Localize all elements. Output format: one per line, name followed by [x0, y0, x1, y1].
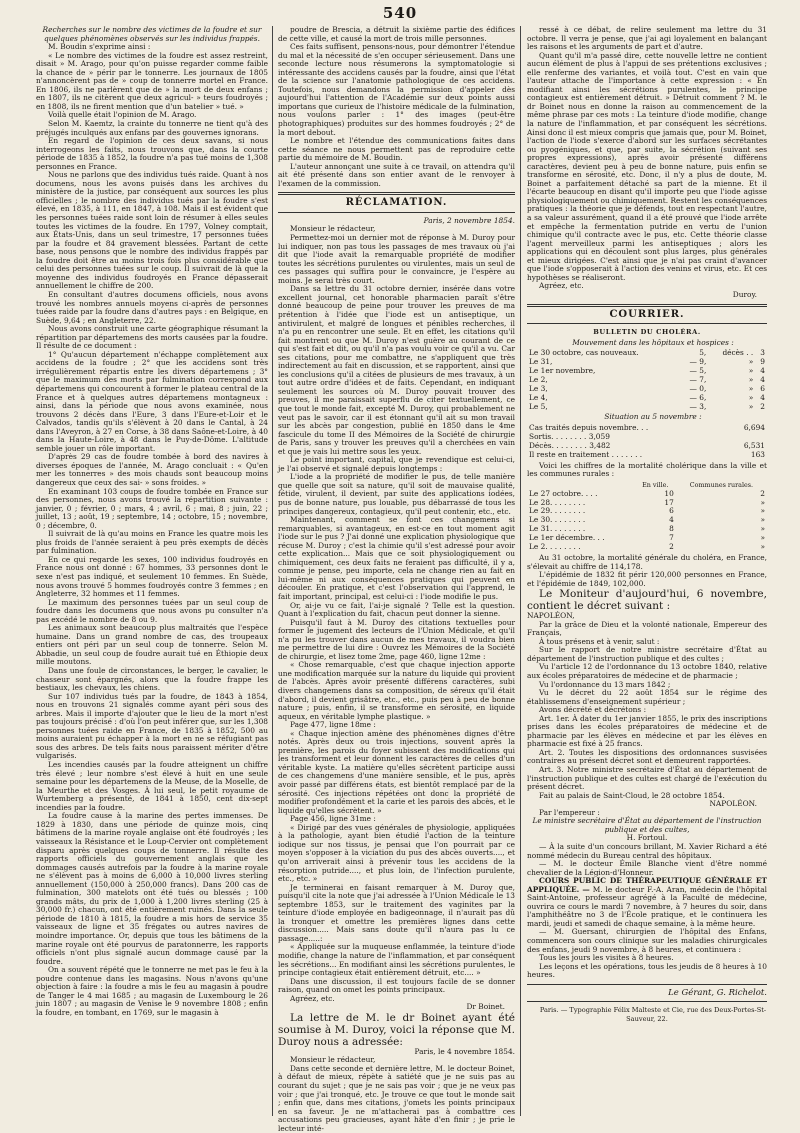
table-cell: Le 2,: [529, 374, 548, 384]
column-2: [278, 25, 515, 1133]
paragraph: L'auteur annonçant une suite à ce travail, on attendra qu'il ait été présenté dans son entier avant de le renvoyer à l'examen de la commission.: [278, 161, 515, 188]
movement-row: [527, 376, 767, 385]
paragraph: Nous avons construit une carte géographique résumant la répartition par départemens des morts causées par la foudre. Il résulte de ce document :: [36, 324, 268, 351]
table-cell: »: [760, 533, 765, 543]
letter-2-body: [278, 1065, 515, 1133]
letter-continuation: [527, 26, 767, 282]
paragraph: « Chose remarquable, c'est que chaque injection apporte une modification marquée sur la nature du liquide qui provient de l'abcès. Après avoir présenté différens caractères, subi divers changemens dans sa composition, de séreux qu'il était d'abord, il devient grisâtre, etc., etc., puis peu à peu de bonne nature ; puis, enfin, il se transforme en sérosité, en liquide aqueux, en véritable lymphe plastique. »: [278, 660, 515, 721]
table-cell: 7: [669, 533, 674, 543]
situation-table: [527, 424, 767, 460]
paragraph: En consultant d'autres documens officiels, nous avons trouvé les nombres annuels moyens ci-après de personnes tuées raide par la foudre dans d'autres pays : en Belgique, en Suède, 9,64 ; en Angleterre, 22.: [36, 289, 268, 325]
decree-paragraph: Avons décrété et décrétons :: [539, 705, 647, 715]
paragraph: Or, ai-je vu ce fait, l'ai-je signalé ? Telle est la question. Quant à l'explication du fait, chacun peut donner la sienne.: [278, 600, 515, 619]
table-cell: Cas traités depuis novembre. . .: [529, 423, 649, 433]
table-cell: »: [748, 401, 754, 411]
table-cell: »: [760, 515, 765, 525]
section-divider: [278, 212, 515, 213]
paragraph: L'iode a la propriété de modifier le pus, de telle manière que quelle que soit sa nature, qu'il soit de mauvaise qualité, fétide, virulent, il devient, par suite des applications iodées, pus de bonne nature, pus louable, pus débarrassé de tous les principes dangereux, contagieux, qu'il peut contenir, etc., etc.: [278, 472, 515, 516]
decree-paragraph: Vu le décret du 22 août 1854 sur le régime des établissemens d'enseignement supérieur ;: [527, 688, 767, 706]
paragraph: Sur 107 individus tués par la foudre, de 1843 à 1854, nous en trouvons 21 signalés comme ayant péri sous des arbres. Mais il importe d'ajouter que le lieu de la mort n'est pas toujours précisé : d'où l'on peut inférer que, sur les 1,308 personnes tuées raide en France, de 1835 à 1852, 500 au moins auraient pu échapper à la mort en ne se réfugiant pas sous des arbres. De tels faits nous paraissent mériter d'être vulgarisés.: [36, 691, 268, 761]
cholera-notes: [527, 554, 767, 588]
table-cell: 6: [760, 383, 765, 393]
news-item: — À la suite d'un concours brillant, M. Xavier Richard a été nommé médecin du Bureau central des hôpitaux.: [527, 841, 767, 860]
guersant-notice: — M. Guersant, chirurgien de l'hôpital des Enfans, commencera son cours clinique sur les maladies chirurgicales des enfans, jeudi 9 novembre, à 8 heures, et continuera :: [527, 927, 767, 954]
table-cell: — 5,: [689, 365, 707, 375]
salutation-2: Monsieur le rédacteur,: [290, 1055, 376, 1065]
table-cell: Le 1er décembre. . .: [529, 533, 605, 543]
paragraph: Dans une foule de circonstances, le berger, le cavalier, le chasseur sont épargnés, alors que la foudre frappe les bestiaux, les chevaux, les chiens.: [36, 666, 268, 693]
table-cell: 4: [669, 515, 674, 525]
table-cell: »: [748, 383, 754, 393]
table-cell: 2: [760, 488, 765, 498]
page-number: 540: [382, 4, 418, 22]
dateline: Paris, 2 novembre 1854.: [423, 215, 515, 225]
movement-row: [527, 367, 767, 376]
table-cell: 2: [669, 542, 674, 552]
footer-divider: [527, 984, 767, 985]
paragraph: D'après 29 cas de foudre tombée à bord des navires à diverses époques de l'année, M. Arago concluait : « Qu'en mer les tonnerres » des mois chauds sont beaucoup moins dangereux que ceux des sai- » sons froides. »: [36, 452, 268, 487]
table-cell: 6: [669, 506, 674, 516]
paragraph: poudre de Brescia, a détruit la sixième partie des édifices de cette ville, et causé la mort de trois mille personnes.: [278, 25, 515, 43]
closing: Agréez, etc.: [539, 281, 584, 291]
decree-body: [527, 621, 767, 800]
table-cell: Sortis. . . . . . . . 3,059: [529, 431, 610, 441]
bridge-text: La lettre de M. le dr Boinet ayant été soumise à M. Duroy, voici la réponse que M. Duroy nous a adressée:: [278, 1011, 515, 1048]
decree-paragraph: Art. 2. Toutes les dispositions des ordonnances susvisées contraires au présent décret sont et demeurent rapportées.: [527, 747, 767, 766]
table-cell: 4: [760, 374, 765, 384]
table-cell: 4: [760, 392, 765, 402]
article-continuation: [278, 26, 515, 188]
table-cell: Décès. . . . . . . . 3,482: [529, 440, 611, 450]
paragraph: Le point important, capital, que je revendique est celui-ci, je l'ai observé et signalé depuis longtemps :: [278, 455, 515, 473]
movement-table: [527, 349, 767, 411]
cours-text: M. le docteur F.-A. Aran, médecin de l'hôpital Saint-Antoine, professeur agrégé à la Faculté de médecine, ouvrira ce cours le mardi 7 novembre, à 7 heures du soir, dans l'amphithéâtre no 3 de l'École pratique, et le continuera les mardi, jeudi et samedi de chaque semaine, à la même heure.: [527, 884, 767, 928]
table-cell: Le 30 octobre, cas nouveaux.: [529, 348, 639, 358]
table-cell: — 0,: [689, 383, 707, 393]
column-divider-1: [272, 26, 273, 1116]
decree-paragraph: Vu l'ordonnance du 13 mars 1842 ;: [539, 679, 671, 689]
table-cell: 17: [664, 497, 674, 507]
mortality-table: [527, 481, 767, 552]
table-cell: 6,694: [743, 423, 765, 433]
paragraph: Selon M. Kaemtz, la crainte du tonnerre ne tient qu'à des préjugés inculqués aux enfans par des gouvernes ignorans.: [36, 119, 268, 137]
table-cell: 3: [760, 348, 765, 358]
table-cell: »: [748, 374, 754, 384]
table-cell: »: [760, 524, 765, 534]
table-cell: »: [760, 542, 765, 552]
table-cell: — 6,: [689, 392, 707, 402]
table-cell: 163: [750, 449, 765, 459]
movement-row: [527, 385, 767, 394]
section-divider: [527, 304, 767, 307]
table-cell: »: [760, 506, 765, 516]
gerant: Le Gérant, G. Richelot.: [668, 987, 767, 998]
decree-signature: NAPOLÉON.: [709, 799, 757, 809]
section-divider: [527, 323, 767, 324]
cours-notice: [527, 877, 767, 928]
minister-title: Le ministre secrétaire d'État au département de l'instruction publique et des cultes,: [532, 816, 762, 834]
paragraph: Au 31 octobre, la mortalité générale du choléra, en France, s'élevait au chiffre de 114,178.: [527, 553, 767, 571]
table-cell: »: [748, 365, 754, 375]
minister-signature: H. Fortoul.: [626, 833, 668, 843]
paragraph: Maintenant, comment se font ces changemens si remarquables, si avantageux, en est-ce en tout moment agit l'iode sur le pus ? J'ai donné une explication physiologique que récuse M. Duroy ; c'est la chimie qu'il s'est adressé pour avoir cette explication... Mais que ce soit physiologiquement ou chimiquement, ces deux faits ne feraient pas difficulté, il y a, comme je pense, peu importe, cela ne change rien au fait en lui-même ni aux conséquences pratiques qui peuvent en découler. En pratique, et c'est l'observation qui l'apprend, le fait important, principal, est celui-ci : l'iode modifie le pus.: [278, 515, 515, 601]
table-cell: 5,: [699, 348, 707, 358]
paragraph: Quant qu'il m'a passé dire, cette nouvelle lettre ne contient aucun élément de plus à l'appui de ses prétentions exclusives ; elle renferme des variantes, et voilà tout. C'est en vain que l'auteur attache de l'importance à cette expression : « En modifiant ainsi les sécrétions purulentes, le principe contagieux est entièrement détruit. » Détruit comment ? M. le dr Boinet nous en donne la raison au commencement de la même phrase par ces mots : La teinture d'iode modifie, change la nature de l'inflammation, et par conséquent les sécrétions. Ainsi donc il est mieux compris que jamais que, pour M. Boinet, l'action de l'iode s'exerce d'abord sur les surfaces sécrétantes ou pyogéniques, et que, par suite, la sécrétion (suivant ses propres expressions), après avoir présenté différens caractères, devient peu à peu de bonne nature, puis enfin se transforme en sérosité, etc. Donc, il n'y a plus de doute, M. Boinet a parfaitement détaché sa part de la mienne. Et il l'écarte beaucoup en disant qu'il importe peu que l'iode agisse physiologiquement ou chimiquement. Restent les conséquences pratiques : la théorie que je défends, tout en respectant l'autre, a sa valeur assurément, quand il a été prouvé que l'iode arrête et empêche la fermentation putride en vertu de l'union chimique qu'il contracte avec le pus, etc. Cette théorie classe l'agent merveilleux parmi les antiseptiques ; alors les applications qui en découlent sont plus larges, plus générales et mieux dirigées. C'est ainsi que je n'ai pas craint d'avancer que l'iode s'opposerait à l'action des venins et virus, etc. Et ces hypothèses se réaliseront.: [527, 50, 767, 282]
news-items: [527, 843, 767, 877]
paragraph: L'épidémie de 1832 fit périr 120,000 personnes en France, et l'épidémie de 1849, 102,000.: [527, 570, 767, 588]
decree-napoleon: NAPOLÉON,: [527, 611, 575, 621]
letter-body: [278, 234, 515, 995]
column-3: [527, 26, 767, 1121]
paragraph: La foudre cause à la marine des pertes immenses. De 1829 à 1830, dans une période de quinze mois, cinq bâtimens de la marine royale anglaise ont été foudroyés ; les vaisseaux la Résistance et le Loup-Cervier ont complètement disparu après quelques coups de tonnerre. Il résulte des rapports officiels du gouvernement anglais que les dommages causés autrefois par la foudre à la marine royale ne s'élèvent pas à moins de 6,000 à 10,000 livres sterling annuellement (150,000 à 250,000 francs). Dans 200 cas de fulmination, 300 matelots ont été tués ou blessés ; 100 grands mâts, du prix de 1,000 à 1,200 livres sterling (25 à 30,000 fr.) chacun, ont été entièrement ruinés. Dans la seule période de 1810 à 1815, la foudre a mis hors de service 35 vaisseaux de ligne et 35 frégates ou autres navires de moindre importance. Or, depuis que tous les bâtimens de la marine royale ont été pourvus de paratonnerre, les rapports officiels n'ont plus signalé aucun dommage causé par la foudre.: [36, 811, 268, 966]
news-item: — M. le docteur Émile Blanche vient d'être nommé chevalier de la Légion-d'Honneur.: [527, 859, 767, 877]
decree-paragraph: Fait au palais de Saint-Cloud, le 28 octobre 1854.: [539, 790, 725, 800]
table-cell: Le 1er novembre,: [529, 365, 596, 375]
paragraph: Il suivrait de là qu'au moins en France les quatre mois les plus froids de l'année seraient à peu près exempts de décès par fulmination.: [36, 529, 268, 556]
decree-paragraph: Vu l'article 12 de l'ordonnance du 13 octobre 1840, relative aux écoles préparatoires de médecine et de pharmacie ;: [527, 662, 767, 681]
movement-row: [527, 394, 767, 403]
paragraph: M. Boudin s'exprime ainsi :: [48, 42, 151, 52]
situation-heading: Situation au 5 novembre :: [604, 412, 702, 422]
par-empereur: Par l'empereur :: [539, 807, 600, 817]
table-cell: 4: [760, 365, 765, 375]
paragraph: Voilà quelle était l'opinion de M. Arago.: [48, 110, 197, 120]
decree-paragraph: Par la grâce de Dieu et la volonté nationale, Empereur des Français,: [527, 619, 767, 638]
section-title-reclamation: RÉCLAMATION.: [345, 197, 448, 209]
paragraph: Les animaux sont beaucoup plus maltraités que l'espèce humaine. Dans un grand nombre de cas, des troupeaux entiers ont péri par un seul coup de tonnerre. Selon M. Abbadie, un seul coup de foudre aurait tué en Éthiopie deux mille moutons.: [36, 623, 268, 667]
dateline-2: Paris, le 4 novembre 1854.: [414, 1046, 515, 1056]
article-body: [36, 43, 268, 1017]
paragraph: « Chaque injection amène des phénomènes dignes d'être notés. Après deux ou trois injections, souvent après la première, les parois du foyer subissent des modifications qui les transforment et leur donnent les caractères de celles d'un véritable kyste. La matière qu'elles sécrètent participe aussi de ces changemens d'une manière sensible, et le pus, après avoir passé par différens états, est bientôt remplacé par de la sérosité. Ces injections répétées ont donc la propriété de modifier profondément et la carie et les parois des abcès, et le liquide qu'elles sécrètent. »: [278, 728, 515, 815]
imprint: Paris. — Typographie Félix Malteste et Cie, rue des Deux-Portes-St-Sauveur, 22.: [539, 1006, 767, 1023]
paragraph: ressé à ce débat, de relire seulement ma lettre du 31 octobre. Il verra je pense, que j'ai agi loyalement en balançant les raisons et les arguments de part et d'autre.: [527, 25, 767, 52]
table-cell: Le 3,: [529, 383, 548, 393]
movement-row: [527, 403, 767, 412]
paragraph: Nous ne parlons que des individus tués raide. Quant à nos documens, nous les avons puisés dans les archives du ministère de la justice, par conséquent aux sources les plus officielles ; le nombre des individus tués par la foudre s'est élevé, en 1835, à 111, en 1847, à 108. Mais il est évident que les personnes tuées raide sont loin de résumer à elles seules toutes les victimes de la foudre. En 1797, Volney comptait, aux États-Unis, dans un seul trimestre, 17 personnes tuées par la foudre et 84 gravement blessées. Partant de cette base, nous pensons que le nombre des individus frappés par la foudre doit être au moins trois fois plus considérable que celui des personnes tuées sur le coup. Il suivrait de là que la moyenne des individus foudroyés en France dépasserait annuellement le chiffre de 200.: [36, 170, 268, 291]
table-cell: — 3,: [689, 401, 707, 411]
cours-title: COURS PUBLIC DE THÉRAPEUTIQUE GÉNÉRALE ET APPLIQUÉE. —: [527, 876, 767, 894]
closing: Agréez, etc.: [290, 993, 335, 1003]
table-cell: — 9,: [689, 357, 707, 367]
paragraph: « Dirigé par des vues générales de physiologie, appliquées à la pathologie, ayant bien étudié l'action de la teinture iodique sur nos tissus, je pensai que l'on pourrait par ce moyen s'opposer à la viciation du pus des abcès ouverts...., et qu'on arriverait ainsi à prévenir tous les accidens de la résorption putride...., et plus loin, de l'infection purulente, etc., etc. »: [278, 822, 515, 884]
table-cell: Il reste en traitement . . . . . . .: [529, 449, 643, 459]
table-cell: »: [748, 357, 754, 367]
table-cell: Le 5,: [529, 401, 548, 411]
table-cell: Le 29. . . . . . . .: [529, 506, 586, 516]
moniteur-announcement: Le Moniteur d'aujourd'hui, 6 novembre, contient le décret suivant :: [527, 588, 767, 613]
table-cell: Le 2. . . . . . . .: [529, 542, 581, 552]
decree-paragraph: Sur le rapport de notre ministre secrétaire d'État au département de l'instruction publique et des cultes ;: [527, 645, 767, 663]
table-cell: 8: [669, 524, 674, 534]
table-cell: 6,531: [743, 440, 765, 450]
paragraph: Page 477, ligne 18me :: [290, 720, 376, 730]
paragraph: « Appliquée sur la muqueuse enflammée, la teinture d'iode modifie, change la nature de l'inflammation, et par conséquent les sécrétions... En modifiant ainsi les sécrétions purulentes, le principe contagieux était entièrement détruit, etc.... »: [278, 942, 515, 978]
table-cell: »: [760, 497, 765, 507]
paragraph: Dans une discussion, il est toujours facile de se donner raison, quand on omet les points principaux.: [278, 976, 515, 995]
signature: Dr Boinet.: [466, 1002, 505, 1012]
paragraph: Le maximum des personnes tuées par un seul coup de foudre dans les documens que nous avons pu consulter n'a pas excédé le nombre de 8 ou 9.: [36, 597, 268, 624]
paragraph: Page 456, ligne 31me :: [290, 814, 376, 824]
paragraph: Le nombre et l'étendue des communications faites dans cette séance ne nous permettent pas de reproduire cette partie du mémoire de M. Boudin.: [278, 136, 515, 163]
table-cell: Le 30. . . . . . . .: [529, 515, 586, 525]
situation-row: [527, 451, 767, 460]
guersant-lessons: Les leçons et les opérations, tous les jeudis de 8 heures à 10 heures.: [527, 961, 767, 980]
paragraph: Permettez-moi un dernier mot de réponse à M. Duroy pour lui indiquer, non pas tous les passages de mes travaux où j'ai dit que l'iode avait la remarquable propriété de modifier toutes les sécrétions purulentes ou virulentes, mais un seul de ces passages qui suffira pour le convaincre, je l'espère au moins. Je serai très court.: [278, 233, 515, 285]
table-cell: — 7,: [689, 374, 707, 384]
decree-paragraph: Art. 3. Notre ministre secrétaire d'État au département de l'instruction publique et des cultes est chargé de l'exécution du présent décret.: [527, 765, 767, 792]
table-cell: 9: [760, 357, 765, 367]
column-1: [36, 26, 268, 1116]
table-cell: »: [748, 392, 754, 402]
paragraph: Puisqu'il faut à M. Duroy des citations textuelles pour former le jugement des lecteurs de l'Union Médicale, et qu'il n'a pu les trouver dans aucun de mes travaux, il voudra bien me permettre de lui dire : Ouvrez les Mémoires de la Société de chirurgie, et lisez tome 2me, page 460, ligne 12me :: [278, 617, 515, 661]
paragraph: Ces faits suffisent, pensons-nous, pour démontrer l'étendue du mal et la nécessité de s'en occuper sérieusement. Dans une seconde lecture nous résumerons la symptomatologie si intéressante des accidens causés par la foudre, ainsi que l'état de la science sur l'anatomie pathologique de ces accidens. Toutefois, nous demandons la permission d'appeler dès aujourd'hui l'attention de l'Académie sur deux points aussi importans que curieux de l'histoire médicale de la fulmination, nous voulons parler : 1° des images (peut-être photographiques) produites sur des hommes foudroyés ; 2° de la mort debout.: [278, 42, 515, 137]
footer-divider: [527, 1001, 767, 1002]
table-cell: décès . .: [722, 348, 754, 358]
table-cell: Le 27 octobre. . . .: [529, 488, 598, 498]
paragraph: En examinant 103 coups de foudre tombée en France sur des personnes, nous avons trouvé la répartition suivante : janvier, 0 ; février, 0 ; mars, 4 ; avril, 6 ; mai, 8 ; juin, 22 ; juillet, 13 ; août, 19 ; septembre, 14 ; octobre, 15 ; novembre, 0 ; décembre, 0.: [36, 486, 268, 530]
mortality-intro: Voici les chiffres de la mortalité cholérique dans la ville et les communes rurales :: [527, 460, 767, 479]
table-header-cell: Communes rurales.: [689, 480, 754, 489]
section-divider: [278, 192, 515, 195]
guersant-visits: Tous les jours les visites à 8 heures.: [539, 953, 674, 963]
table-header-cell: En ville.: [642, 480, 669, 489]
column-divider-2: [520, 26, 521, 1116]
bulletin-title: BULLETIN DU CHOLÉRA.: [593, 328, 701, 337]
paragraph: En regard de l'opinion de ces deux savans, si nous interrogeons les faits, nous trouvons que, dans la courte période de 1835 à 1852, la foudre n'a pas tué moins de 1,308 personnes en France.: [36, 136, 268, 171]
table-cell: Le 4,: [529, 392, 548, 402]
mortality-row: [527, 543, 767, 552]
decree-paragraph: Art. 1er. À dater du 1er janvier 1855, le prix des inscriptions prises dans les écoles préparatoires de médecine et de pharmacie par les élèves en médecine et par les élèves en pharmacie est fixé à 25 francs.: [527, 713, 767, 749]
paragraph: Dans cette seconde et dernière lettre, M. le docteur Boinet, à défaut de mieux, répète à satiété que je ne suis pas au courant du sujet ; que je ne sais pas voir ; que je ne veux pas voir ; que j'ai tronqué, etc. Je trouve ce que tout le monde sait ; enfin que, dans mes citations, j'omets les points principaux en sa faveur. Je ne m'attacherai pas à combattre ces accusations peu gracieuses, ayant hâte d'en finir ; je prie le lecteur inté-: [278, 1063, 515, 1133]
table-cell: 10: [664, 488, 674, 498]
paragraph: Dans sa lettre du 31 octobre dernier, insérée dans votre excellent journal, cet honorable pharmacien paraît s'être donné beaucoup de peine pour trouver les preuves de ma prétention à l'idée que l'iode est un antiseptique, un antivirulent, et malgré de longues et pénibles recherches, il n'a pu en rencontrer une seule. Et en effet, les citations qu'il fait montrent ou que M. Duroy n'est guère au courant de ce qui s'est fait et dit, ou qu'il n'a pas voulu voir ce qu'il a vu. Car ses citations, pour me combattre, ne s'appliquent que très indirectement au fait en discussion, et se rapportent, ainsi que les conclusions qu'il a citées de plusieurs de mes travaux, à un tout autre ordre d'idées et de faits. Cependant, en indiquant seulement les sources où M. Duroy pouvait trouver des preuves, il me paraissait superflu de citer textuellement, ce que tout le monde fait, excepté M. Duroy, qui probablement ne veut pas le savoir, car il est étonnant qu'il ait su mon travail sur les abcès par congestion, publié en 1850 dans le 4me fascicule du tome II des Mémoires de la Société de chirurgie de Paris, sans y trouver les preuves qu'il a cherchées en vain et que je vais lui mettre sous les yeux.: [278, 284, 515, 456]
section-title-courrier: COURRIER.: [609, 308, 685, 320]
decree-paragraph: À tous présens et à venir, salut :: [539, 636, 660, 646]
table-cell: Le 31. . . . . . . .: [529, 524, 586, 534]
article-heading: Recherches sur le nombre des victimes de la foudre et sur quelques phénomènes observés sur les individus frappés.: [42, 25, 262, 43]
paragraph: On a souvent répété que le tonnerre ne met pas le feu à la poudre contenue dans les magasins. Nous n'avons qu'une objection à faire : la foudre a mis le feu au magasin à poudre de Tanger le 4 mai 1685 ; au magasin de Luxembourg le 26 juin 1807 ; au magasin de Venise le 9 novembre 1808 ; enfin la foudre, en tombant, en 1769, sur le magasin à: [36, 965, 268, 1017]
paragraph: « Le nombre des victimes de la foudre est assez restreint, disait » M. Arago, pour qu'on puisse regarder comme faible la chance de » périr par le tonnerre. Les journaux de 1805 n'annoncèrent pas de » coup de tonnerre mortel en France. En 1806, ils ne parlèrent que de » la mort de deux enfans ; en 1807, ils ne citèrent que deux agricul- » teurs foudroyés ; en 1808, ils ne firent mention que d'un batelier » tué. »: [36, 50, 268, 111]
table-cell: Le 28. . . . . . . .: [529, 497, 586, 507]
salutation: Monsieur le rédacteur,: [290, 224, 376, 234]
movement-row: [527, 349, 767, 358]
table-cell: Le 31,: [529, 357, 553, 367]
paragraph: 1° Qu'aucun département n'échappe complètement aux accidens de la foudre ; 2° que les accidens sont très irrégulièrement répartis entre les divers départemens ; 3° que le maximum des morts par fulmination correspond aux départemens qui concourent à former le plateau central de la France et à quelques autres départemens montagneux : ainsi, dans la période que nous avons examinée, nous trouvons 2 décès dans l'Eure, 3 dans l'Eure-et-Loir et le Calvados, tandis qu'ils s'élèvent à 20 dans le Cantal, à 24 dans l'Aveyron, à 27 en Corse, à 38 dans Saône-et-Loire, à 40 dans la Haute-Loire, à 48 dans le Puy-de-Dôme. L'altitude semble jouer un rôle important.: [36, 349, 268, 453]
table-cell: 2: [760, 401, 765, 411]
paragraph: Les incendies causés par la foudre atteignent un chiffre très élevé ; leur nombre s'est élevé à huit en une seule semaine pour les départemens de la Meuse, de la Moselle, de la Meurthe et des Vosges. À lui seul, le petit royaume de Wurtemberg a présenté, de 1841 à 1850, cent dix-sept incendies par la foudre.: [36, 760, 268, 812]
paragraph: Je terminerai en faisant remarquer à M. Duroy que, puisqu'il cite la note que j'ai adressée à l'Union Médicale le 13 septembre 1853, sur le traitement des vaginites par la teinture d'iode employée en badigeonnage, il n'aurait pas dû la tronquer et omettre les premières lignes dans cette discussion..... Mais sans doute qu'il n'aura pas lu ce passage.....:: [278, 882, 515, 943]
movement-heading: Mouvement dans les hôpitaux et hospices :: [572, 337, 734, 347]
signature: Duroy.: [732, 289, 757, 299]
paragraph: En ce qui regarde les sexes, 100 individus foudroyés en France nous ont donné : 67 hommes, 33 personnes dont le sexe n'est pas indiqué, et seulement 10 femmes. En Suède, nous avons trouvé 5 hommes foudroyés contre 3 femmes ; en Angleterre, 32 hommes et 11 femmes.: [36, 554, 268, 599]
